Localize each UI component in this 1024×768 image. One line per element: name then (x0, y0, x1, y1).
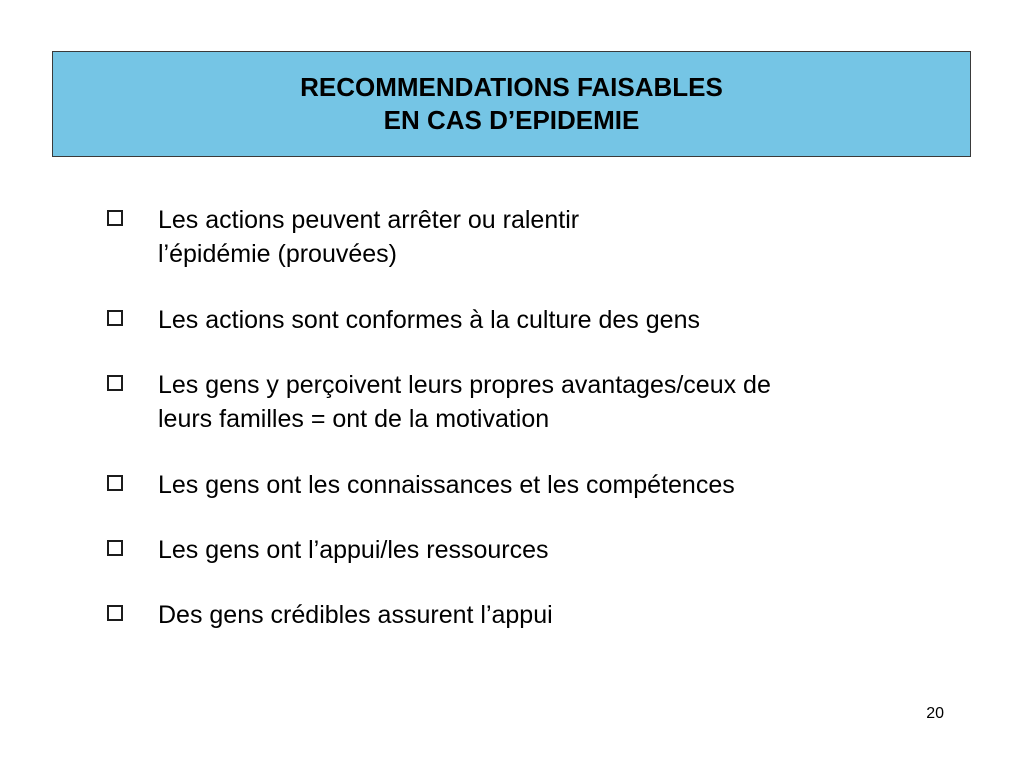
bullet-item (105, 468, 965, 502)
bullet-text-line: Des gens crédibles assurent l’appui (158, 601, 553, 629)
bullet-text-line: Les actions sont conformes à la culture des gens (158, 306, 700, 334)
bullet-item (105, 303, 965, 337)
hollow-square-icon (107, 375, 123, 391)
title-box (52, 51, 971, 157)
bullet-text-line: Les gens ont l’appui/les ressources (158, 536, 549, 564)
title-line-2: EN CAS D’EPIDEMIE (383, 105, 640, 135)
title-line-1: RECOMMENDATIONS FAISABLES (300, 72, 723, 102)
bullet-item (105, 598, 965, 632)
bullet-text-line: Les gens y perçoivent leurs propres avantages/ceux de (158, 371, 771, 399)
hollow-square-icon (107, 605, 123, 621)
bullet-text-line: Les gens ont les connaissances et les compétences (158, 471, 735, 499)
bullet-text-line: Les actions peuvent arrêter ou ralentir (158, 206, 580, 234)
hollow-square-icon (107, 475, 123, 491)
bullet-text-line: leurs familles = ont de la motivation (158, 405, 550, 433)
bullet-item (105, 368, 965, 436)
hollow-square-icon (107, 310, 123, 326)
hollow-square-icon (107, 540, 123, 556)
bullet-item (105, 203, 965, 271)
hollow-square-icon (107, 210, 123, 226)
bullet-text-line: l’épidémie (prouvées) (158, 240, 398, 268)
bullet-list (105, 203, 965, 663)
page-number: 20 (926, 705, 944, 722)
bullet-item (105, 533, 965, 567)
